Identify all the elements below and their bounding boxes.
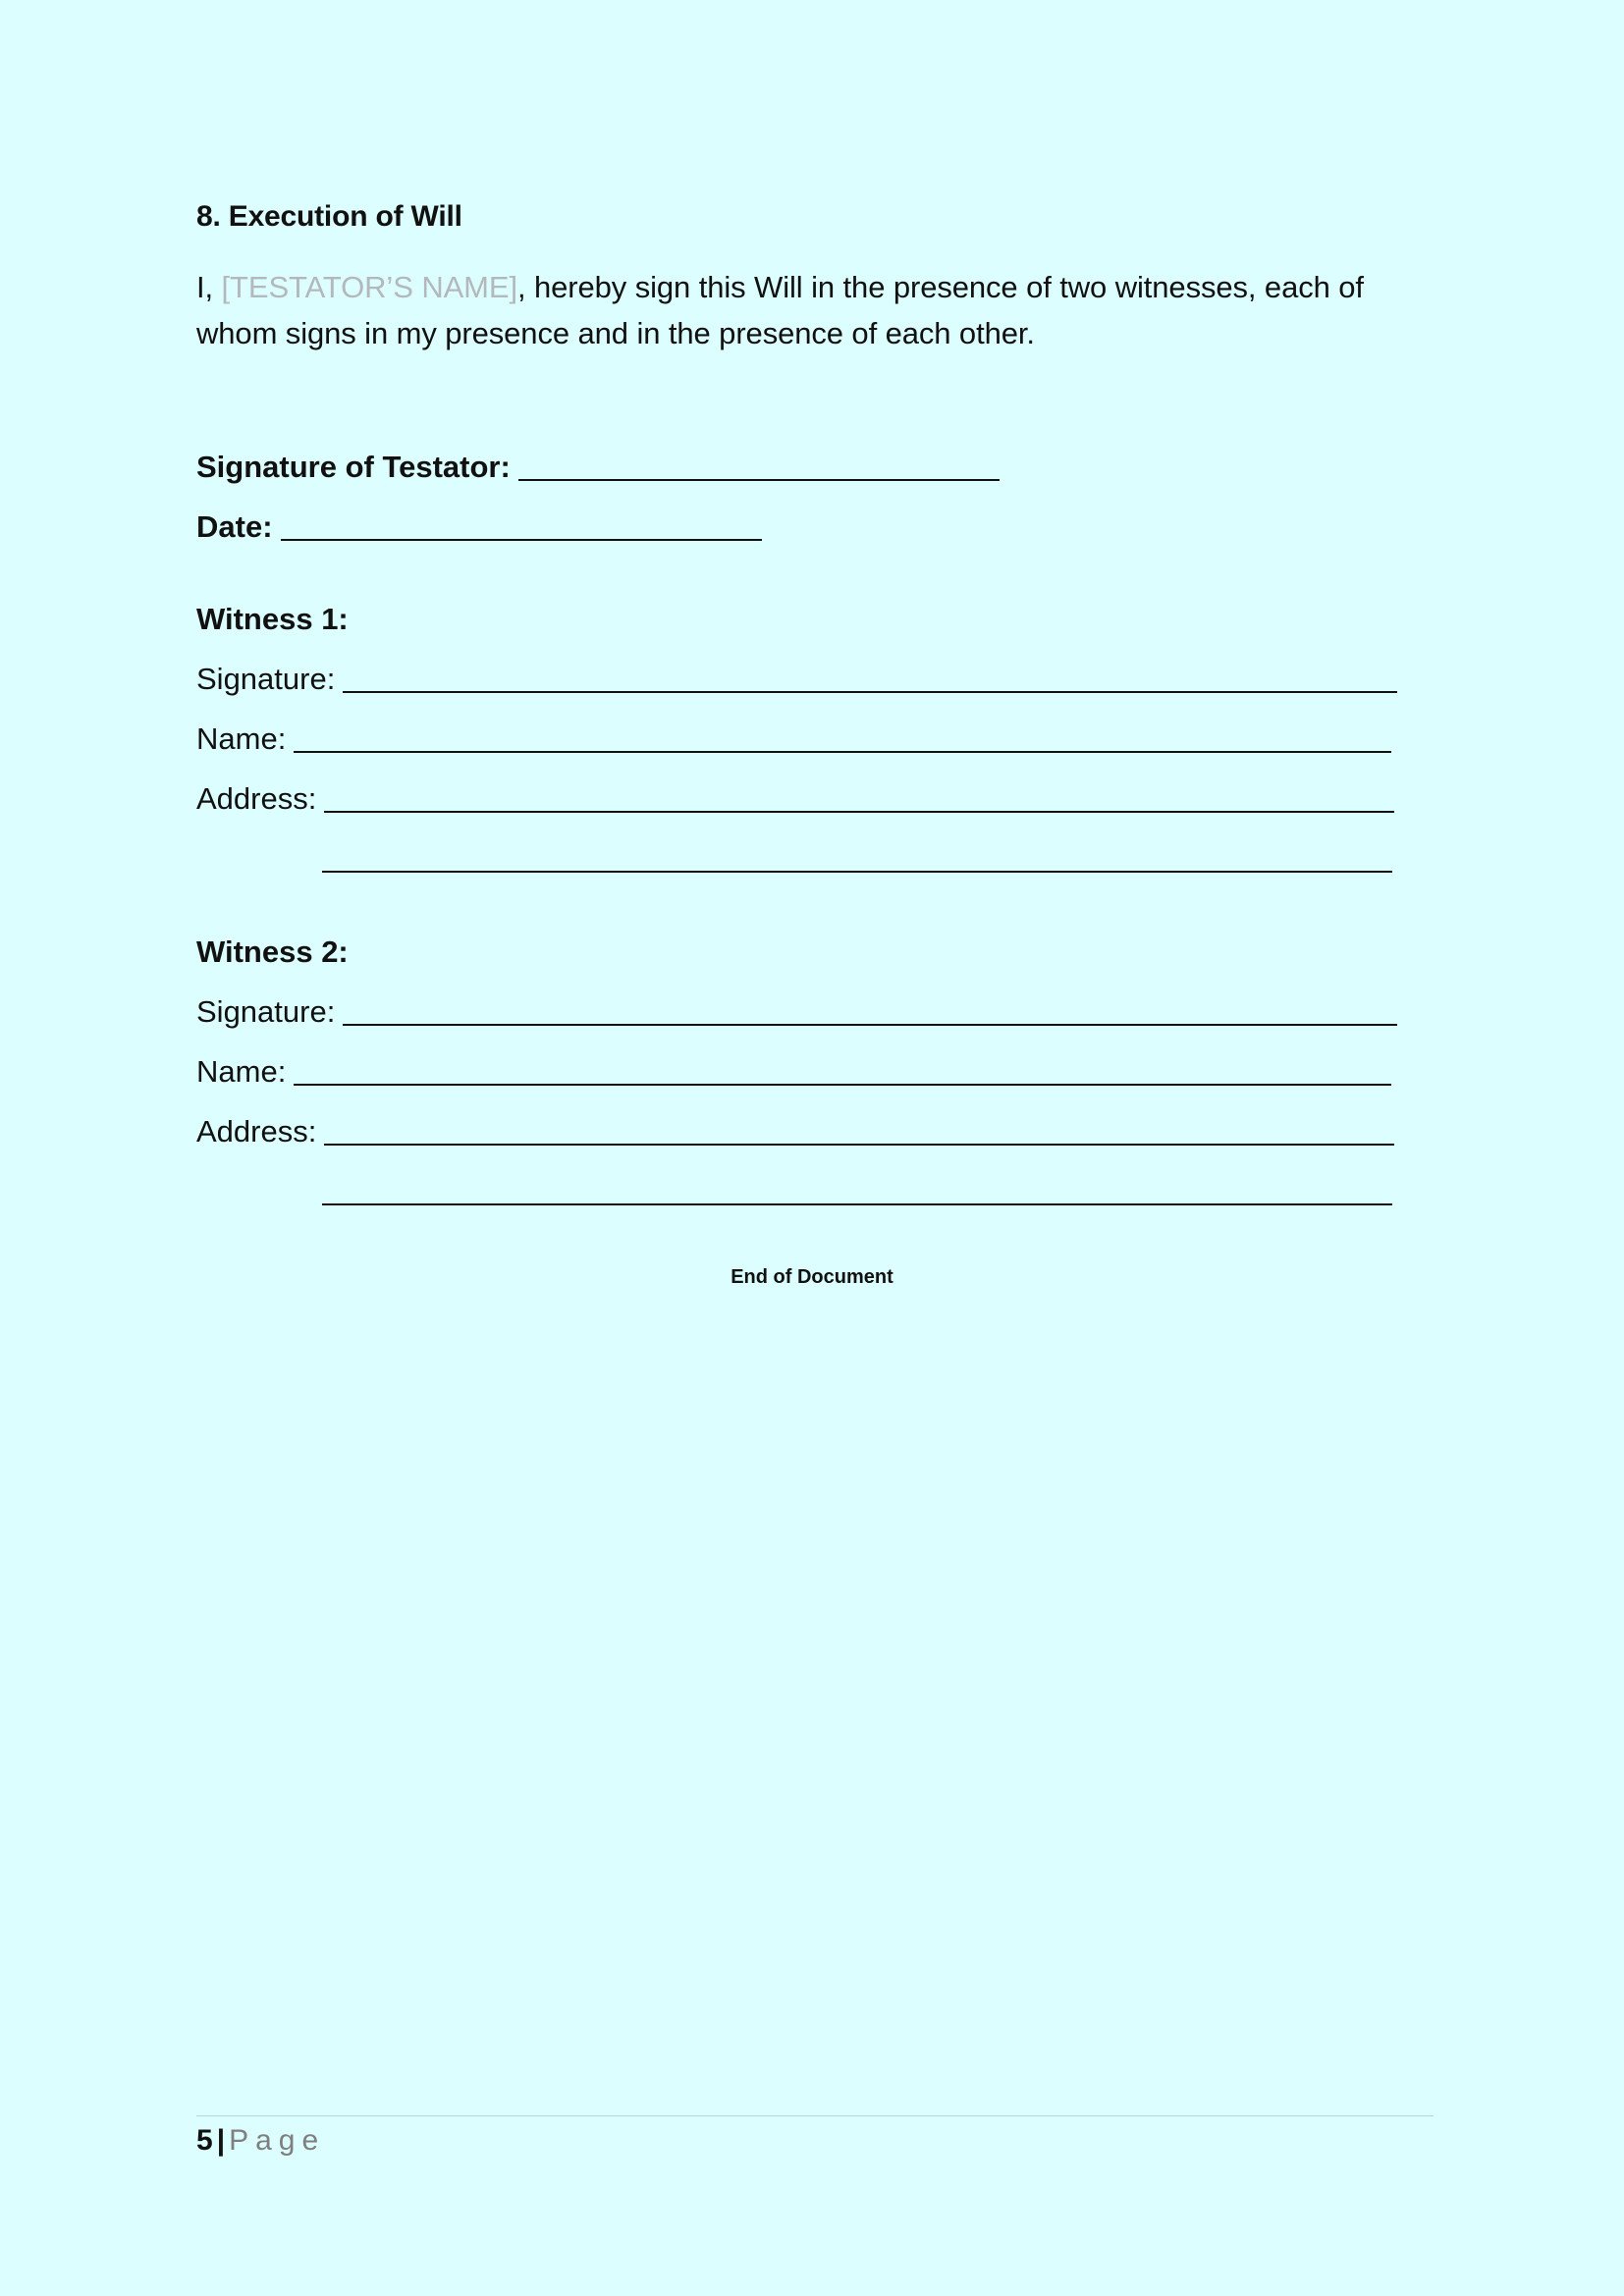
witness-2-heading: Witness 2: bbox=[196, 934, 349, 969]
witness-1-signature-blank[interactable] bbox=[343, 691, 1397, 693]
witness-1-signature-line bbox=[196, 660, 1397, 699]
witness-2-signature-line bbox=[196, 992, 1397, 1032]
witness-1-address-blank-2[interactable] bbox=[322, 871, 1392, 873]
witness-2-signature-label: Signature: bbox=[196, 994, 336, 1029]
witness-1-heading: Witness 1: bbox=[196, 602, 349, 636]
witness-1-name-line bbox=[196, 720, 1391, 759]
paragraph-prefix: I, bbox=[196, 270, 222, 304]
testator-signature-label: Signature of Testator: bbox=[196, 450, 511, 484]
witness-2-name-blank[interactable] bbox=[294, 1084, 1391, 1086]
testator-date-blank[interactable] bbox=[281, 539, 762, 541]
execution-paragraph bbox=[196, 264, 1434, 356]
witness-1-name-label: Name: bbox=[196, 721, 287, 756]
witness-2-address-line bbox=[196, 1112, 1394, 1151]
witness-2-name-label: Name: bbox=[196, 1054, 287, 1089]
footer-divider bbox=[196, 2115, 1434, 2116]
witness-1-address-line bbox=[196, 779, 1394, 819]
testator-date-label: Date: bbox=[196, 509, 273, 544]
testator-name-placeholder: [TESTATOR’S NAME] bbox=[221, 270, 517, 304]
footer-separator: | bbox=[216, 2124, 226, 2157]
witness-2-address-blank[interactable] bbox=[324, 1144, 1394, 1146]
paragraph-suffix: , hereby sign this Will in the presence of two witnesses, each of whom signs in my presence and in the presence of each other. bbox=[196, 270, 1364, 350]
witness-1-name-blank[interactable] bbox=[294, 751, 1391, 753]
witness-1-address-blank[interactable] bbox=[324, 811, 1394, 813]
testator-date-line bbox=[196, 507, 762, 547]
testator-signature-line bbox=[196, 448, 1000, 487]
witness-1-address-label: Address: bbox=[196, 781, 317, 816]
testator-signature-blank[interactable] bbox=[518, 479, 1000, 481]
end-of-document-note: End of Document bbox=[731, 1266, 893, 1288]
witness-2-address-label: Address: bbox=[196, 1114, 317, 1148]
witness-2-address-blank-2[interactable] bbox=[322, 1203, 1392, 1205]
witness-2-signature-blank[interactable] bbox=[343, 1024, 1397, 1026]
page-footer bbox=[196, 2123, 325, 2159]
witness-2-name-line bbox=[196, 1052, 1391, 1092]
witness-1-signature-label: Signature: bbox=[196, 662, 336, 696]
section-heading: 8. Execution of Will bbox=[196, 200, 462, 233]
page-number: 5 bbox=[196, 2124, 213, 2157]
page-word: Page bbox=[229, 2124, 326, 2157]
